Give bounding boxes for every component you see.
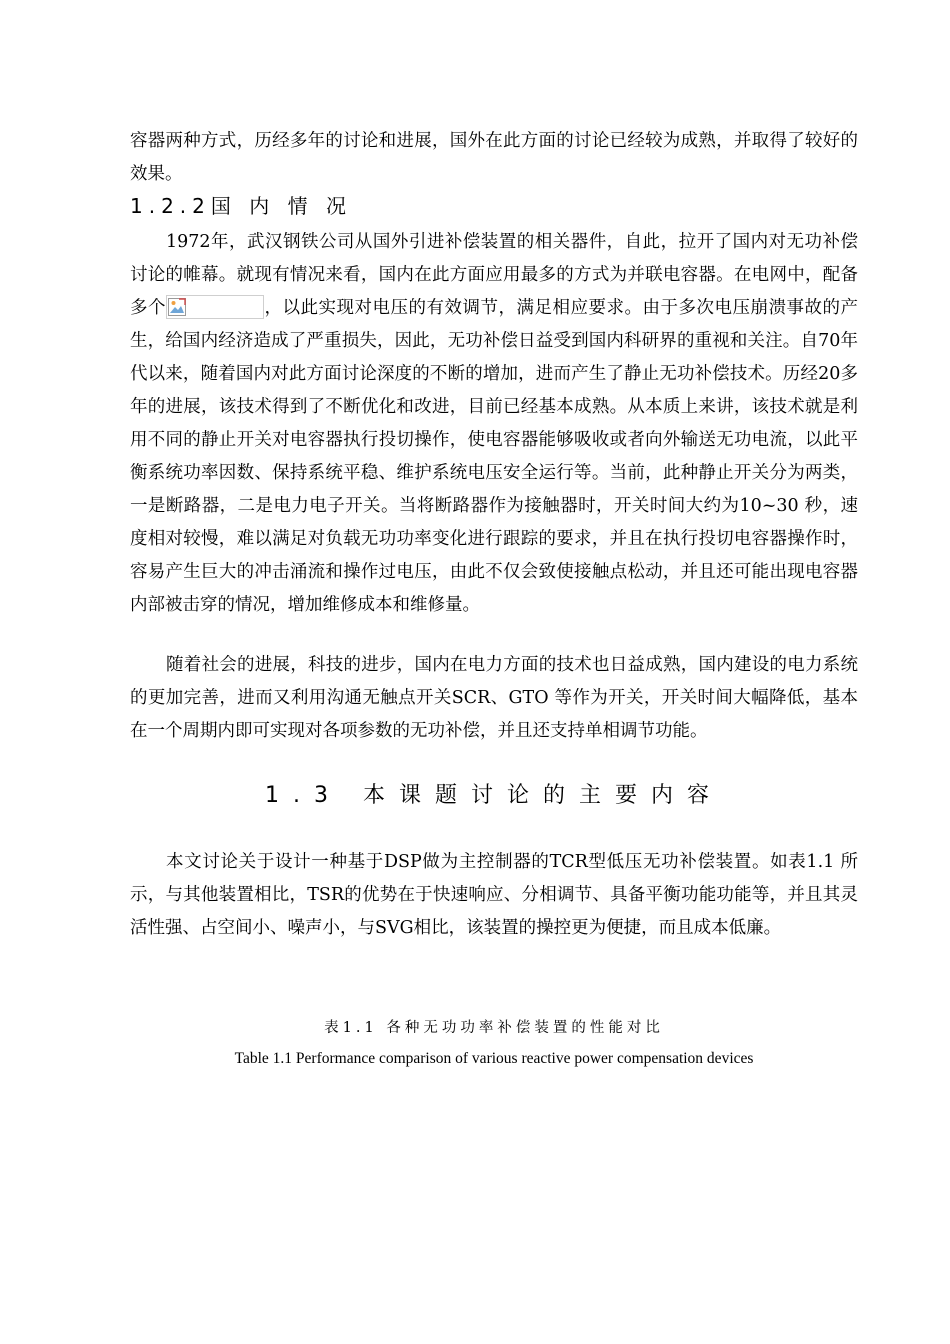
paragraph-text: 本文讨论关于设计一种基于DSP做为主控制器的TCR型低压无功补偿装置。如表1.1 所示，与其他装置相比，TSR的优势在于快速响应、分相调节、具备平衡功能功能等，并且其灵活性强、占空间小、噪声小，与SVG相比，该装置的操控更为便捷，而且成本低廉。 (130, 852, 858, 938)
heading-text: 1.3 本课题讨论的主要内容 (265, 783, 723, 808)
inline-image-placeholder (166, 295, 264, 319)
section-heading-1-3 (130, 778, 858, 809)
heading-text: 1.2.2国 内 情 况 (130, 194, 352, 218)
table-caption-chinese (130, 1012, 858, 1045)
paragraph-text-part-b: ，以此实现对电压的有效调节，满足相应要求。由于多次电压崩溃事故的产生，给国内经济造成了严重损失，因此，无功补偿日益受到国内科研界的重视和关注。自70年代以来，随着国内对此方面讨论深度的不断的增加，进而产生了静止无功补偿技术。历经20多年的进展，该技术得到了不断优化和改进，目前已经基本成熟。从本质上来讲，该技术就是利用不同的静止开关对电容器执行投切操作，使电容器能够吸收或者向外输送无功电流，以此平衡系统功率因数、保持系统平稳、维护系统电压安全运行等。当前，此种静止开关分为两类，一是断路器，二是电力电子开关。当将断路器作为接触器时，开关时间大约为10~30 秒，速度相对较慢，难以满足对负载无功功率变化进行跟踪的要求，并且在执行投切电容器操作时，容易产生巨大的冲击涌流和操作过电压，由此不仅会致使接触点松动，并且还可能出现电容器内部被击穿的情况，增加维修成本和维修量。 (130, 298, 858, 615)
caption-text: 表1.1 各种无功功率补偿装置的性能对比 (324, 1020, 664, 1036)
paragraph-text: 容器两种方式，历经多年的讨论和进展，国外在此方面的讨论已经较为成熟，并取得了较好的效果。 (130, 131, 858, 184)
paragraph-continuation (130, 125, 858, 191)
paragraph-domestic-situation (130, 226, 858, 622)
broken-image-icon (168, 298, 186, 316)
section-heading-1-2-2 (130, 190, 858, 222)
paragraph-text: 随着社会的进展，科技的进步，国内在电力方面的技术也日益成熟，国内建设的电力系统的更加完善，进而又利用沟通无触点开关SCR、GTO 等作为开关，开关时间大幅降低，基本在一个周期内即可实现对各项参数的无功补偿，并且还支持单相调节功能。 (130, 655, 858, 741)
paragraph-main-content (130, 846, 858, 945)
paragraph-development (130, 649, 858, 748)
paragraph-text-part-a: 1972年，武汉钢铁公司从国外引进补偿装置的相关器件，自此，拉开了国内对无功补偿讨论的帷幕。就现有情况来看，国内在此方面应用最多的方式为并联电容器。在电网中，配备多个 (130, 232, 858, 318)
caption-text: Table 1.1 Performance comparison of various reactive power compensation devices (234, 1050, 754, 1067)
table-caption-english (130, 1042, 858, 1075)
